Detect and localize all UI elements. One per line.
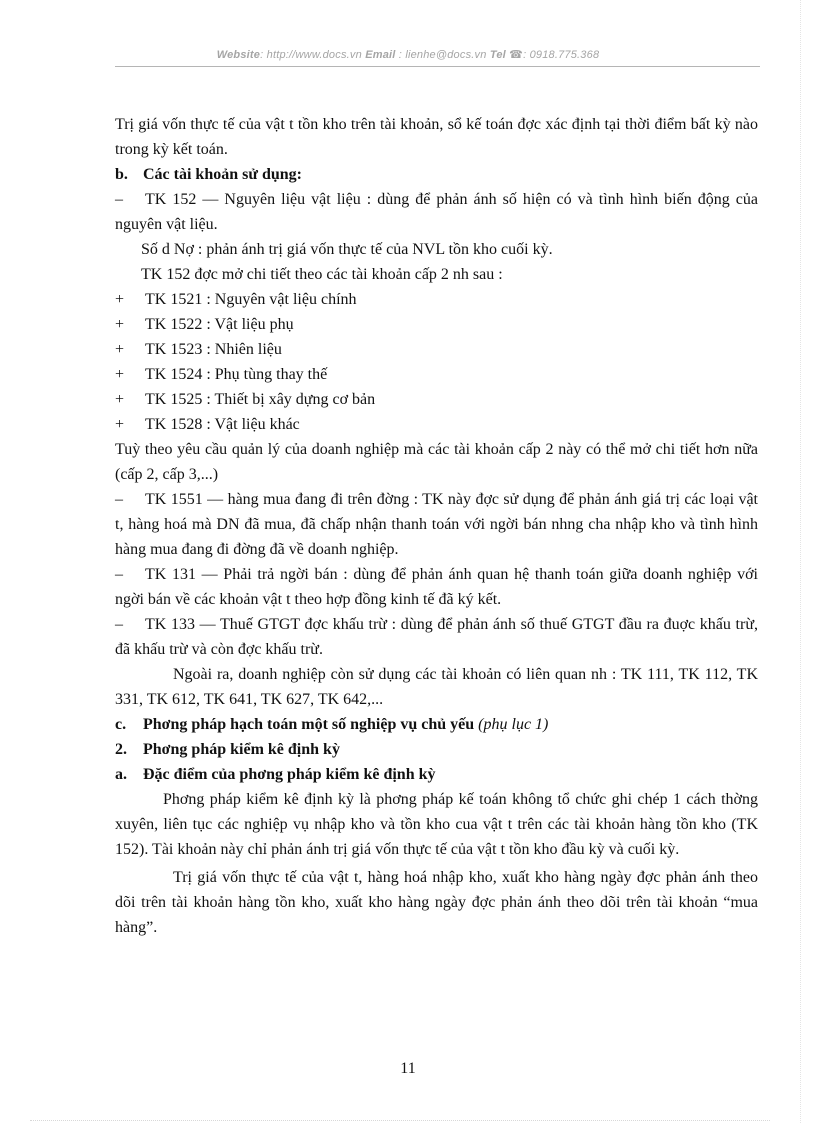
website-label: Website	[216, 49, 261, 61]
heading-a	[115, 762, 758, 787]
heading-a-text: Đặc điểm của phơng pháp kiểm kê định kỳ	[143, 766, 436, 783]
plus-marker: +	[115, 341, 125, 358]
plus-marker: +	[115, 416, 125, 433]
heading-2	[115, 737, 758, 762]
dash-marker: –	[115, 191, 123, 208]
heading-2-label: 2.	[115, 741, 127, 758]
plus-marker: +	[115, 316, 125, 333]
heading-b	[115, 162, 758, 187]
paragraph-tk152-so-du: Số d Nợ : phản ánh trị giá vốn thực tế của NVL tồn kho cuối kỳ.	[141, 241, 553, 258]
dash-marker: –	[115, 616, 123, 633]
paragraph-tuy-theo: Tuỳ theo yêu cầu quản lý của doanh nghiệp mà các tài khoản cấp 2 này có thể mở chi tiết hơn nữa (cấp 2, cấp 3,...)	[115, 441, 758, 483]
item-tk152	[115, 187, 758, 237]
plus-marker: +	[115, 291, 125, 308]
paragraph-kiem-ke-2: Trị giá vốn thực tế của vật t, hàng hoá nhập kho, xuất kho hàng ngày đợc phản ánh theo dõi trên tài khoản hàng tồn kho, xuất kho hàng ngày đợc phản ánh theo dõi trên tài khoản “mua hàng”.	[115, 869, 758, 936]
footer-divider	[30, 1120, 770, 1121]
heading-c-label: c.	[115, 716, 127, 733]
tel-label: Tel	[489, 49, 506, 61]
plus-marker: +	[115, 391, 125, 408]
plus-marker: +	[115, 366, 125, 383]
list-item-text: TK 1521 : Nguyên vật liệu chính	[145, 291, 357, 308]
email-value: : lienhe@docs.vn	[395, 49, 490, 61]
heading-a-label: a.	[115, 766, 127, 783]
item-tk152-text: TK 152 — Nguyên liệu vật liệu : dùng để phản ánh số hiện có và tình hình biến động của nguyên vật liệu.	[115, 191, 758, 233]
page-number: 11	[400, 1060, 416, 1077]
dash-marker: –	[115, 491, 123, 508]
list-item-tk1523	[115, 337, 758, 362]
dash-marker: –	[115, 566, 123, 583]
email-label: Email	[365, 49, 396, 61]
heading-c-note: (phụ lục 1)	[478, 716, 549, 733]
list-item-tk1524	[115, 362, 758, 387]
list-item-tk1521	[115, 287, 758, 312]
tel-value: ☎: 0918.775.368	[505, 49, 600, 61]
list-item-text: TK 1522 : Vật liệu phụ	[145, 316, 294, 333]
paragraph-tk152-chi-tiet: TK 152 đợc mở chi tiết theo các tài khoản cấp 2 nh sau :	[141, 266, 503, 283]
heading-b-label: b.	[115, 166, 128, 183]
list-item-text: TK 1523 : Nhiên liệu	[145, 341, 282, 358]
list-item-text: TK 1525 : Thiết bị xây dựng cơ bản	[145, 391, 376, 408]
item-tk133	[115, 612, 758, 662]
heading-2-text: Phơng pháp kiểm kê định kỳ	[143, 741, 340, 758]
right-margin-line	[800, 0, 801, 1123]
heading-c	[115, 712, 758, 737]
list-item-tk1525	[115, 387, 758, 412]
header-divider	[115, 66, 760, 67]
heading-c-text: Phơng pháp hạch toán một số nghiệp vụ chủ yếu	[143, 716, 479, 733]
list-item-tk1528	[115, 412, 758, 437]
item-tk131	[115, 562, 758, 612]
item-tk133-text: TK 133 — Thuế GTGT đợc khấu trừ : dùng để phản ánh số thuế GTGT đầu ra đuợc khấu trừ, đã khấu trừ và còn đợc khấu trừ.	[115, 616, 758, 658]
item-tk1551-text: TK 1551 — hàng mua đang đi trên đờng : TK này đợc sử dụng để phản ánh giá trị các loại vật t, hàng hoá mà DN đã mua, đã chấp nhận thanh toán với ngời bán nhng cha nhập kho và tình hình hàng mua đang đi đờng đã về doanh nghiệp.	[115, 491, 758, 558]
document-body	[115, 112, 758, 940]
item-tk1551	[115, 487, 758, 562]
paragraph-tri-gia-ton-kho: Trị giá vốn thực tế của vật t tồn kho trên tài khoản, sổ kế toán đợc xác định tại thời điểm bất kỳ nào trong kỳ kết toán.	[115, 116, 758, 158]
heading-b-text: Các tài khoản sử dụng:	[143, 166, 302, 183]
list-item-tk1522	[115, 312, 758, 337]
item-tk131-text: TK 131 — Phải trả ngời bán : dùng để phản ánh quan hệ thanh toán giữa doanh nghiệp với ngời bán về các khoản vật t theo hợp đồng kinh tế đã ký kết.	[115, 566, 758, 608]
website-value: : http://www.docs.vn	[260, 49, 366, 61]
paragraph-ngoai-ra: Ngoài ra, doanh nghiệp còn sử dụng các tài khoản có liên quan nh : TK 111, TK 112, TK 331, TK 612, TK 641, TK 627, TK 642,...	[115, 666, 758, 708]
list-item-text: TK 1524 : Phụ tùng thay thế	[145, 366, 328, 383]
paragraph-kiem-ke-1: Phơng pháp kiểm kê định kỳ là phơng pháp kế toán không tổ chức ghi chép 1 cách thờng xuyên, liên tục các nghiệp vụ nhập kho và tồn kho cua vật t trên các tài khoản hàng tồn kho (TK 152). Tài khoản này chỉ phản ánh trị giá vốn thực tế của vật t tồn kho đầu kỳ và cuối kỳ.	[115, 791, 758, 858]
page-header	[0, 48, 816, 61]
list-item-text: TK 1528 : Vật liệu khác	[145, 416, 300, 433]
